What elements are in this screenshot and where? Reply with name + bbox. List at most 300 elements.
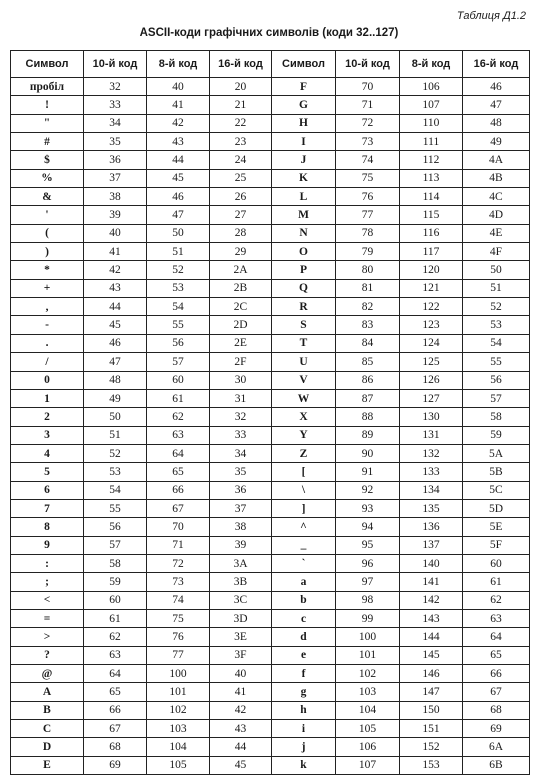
- cell-dec: 63: [84, 646, 147, 664]
- cell-symbol: ?: [11, 646, 84, 664]
- cell-dec: 34: [84, 114, 147, 132]
- cell-oct-2: 146: [400, 665, 463, 683]
- cell-oct-2: 143: [400, 609, 463, 627]
- cell-oct-2: 122: [400, 298, 463, 316]
- table-row: [11, 738, 530, 756]
- cell-dec: 65: [84, 683, 147, 701]
- cell-dec-2: 72: [336, 114, 400, 132]
- cell-hex-2: 5C: [463, 481, 530, 499]
- cell-symbol: 2: [11, 408, 84, 426]
- cell-hex: 2A: [210, 261, 272, 279]
- cell-dec: 33: [84, 96, 147, 114]
- cell-dec: 69: [84, 756, 147, 774]
- cell-dec: 62: [84, 628, 147, 646]
- table-row: [11, 353, 530, 371]
- cell-hex: 2C: [210, 298, 272, 316]
- cell-hex-2: 5A: [463, 444, 530, 462]
- cell-dec: 53: [84, 463, 147, 481]
- cell-symbol: 5: [11, 463, 84, 481]
- cell-oct: 47: [147, 206, 210, 224]
- cell-symbol-2: S: [272, 316, 336, 334]
- cell-hex-2: 50: [463, 261, 530, 279]
- cell-hex-2: 61: [463, 573, 530, 591]
- cell-symbol-2: a: [272, 573, 336, 591]
- cell-symbol-2: ]: [272, 499, 336, 517]
- cell-symbol: B: [11, 701, 84, 719]
- cell-oct: 46: [147, 188, 210, 206]
- table-row: [11, 114, 530, 132]
- cell-oct-2: 107: [400, 96, 463, 114]
- cell-oct: 52: [147, 261, 210, 279]
- cell-dec-2: 96: [336, 554, 400, 572]
- cell-hex: 3D: [210, 609, 272, 627]
- cell-dec-2: 88: [336, 408, 400, 426]
- cell-dec-2: 80: [336, 261, 400, 279]
- cell-dec-2: 84: [336, 334, 400, 352]
- table-row: [11, 151, 530, 169]
- cell-oct-2: 111: [400, 133, 463, 151]
- cell-symbol: $: [11, 151, 84, 169]
- cell-hex-2: 53: [463, 316, 530, 334]
- cell-hex: 2F: [210, 353, 272, 371]
- cell-oct-2: 126: [400, 371, 463, 389]
- cell-symbol-2: L: [272, 188, 336, 206]
- cell-dec: 37: [84, 169, 147, 187]
- cell-oct-2: 141: [400, 573, 463, 591]
- cell-dec-2: 82: [336, 298, 400, 316]
- cell-dec-2: 101: [336, 646, 400, 664]
- cell-symbol: 6: [11, 481, 84, 499]
- cell-hex: 44: [210, 738, 272, 756]
- cell-symbol: /: [11, 353, 84, 371]
- cell-oct: 61: [147, 389, 210, 407]
- cell-symbol-2: N: [272, 224, 336, 242]
- cell-hex: 27: [210, 206, 272, 224]
- cell-oct-2: 116: [400, 224, 463, 242]
- cell-symbol-2: i: [272, 720, 336, 738]
- cell-oct: 54: [147, 298, 210, 316]
- cell-hex-2: 4C: [463, 188, 530, 206]
- cell-oct-2: 134: [400, 481, 463, 499]
- cell-symbol: 8: [11, 518, 84, 536]
- cell-dec: 35: [84, 133, 147, 151]
- cell-symbol-2: P: [272, 261, 336, 279]
- cell-oct: 45: [147, 169, 210, 187]
- cell-symbol: +: [11, 279, 84, 297]
- cell-dec: 43: [84, 279, 147, 297]
- cell-oct: 66: [147, 481, 210, 499]
- cell-hex-2: 46: [463, 78, 530, 96]
- cell-hex-2: 4B: [463, 169, 530, 187]
- cell-dec: 66: [84, 701, 147, 719]
- cell-symbol: E: [11, 756, 84, 774]
- cell-symbol: .: [11, 334, 84, 352]
- header-hex-code: 16-й код: [210, 51, 272, 78]
- cell-symbol-2: T: [272, 334, 336, 352]
- cell-hex: 28: [210, 224, 272, 242]
- table-row: [11, 169, 530, 187]
- cell-hex: 3F: [210, 646, 272, 664]
- table-row: [11, 499, 530, 517]
- cell-hex: 45: [210, 756, 272, 774]
- cell-symbol: 1: [11, 389, 84, 407]
- cell-dec-2: 73: [336, 133, 400, 151]
- cell-dec: 48: [84, 371, 147, 389]
- cell-symbol: #: [11, 133, 84, 151]
- cell-symbol-2: _: [272, 536, 336, 554]
- cell-dec-2: 98: [336, 591, 400, 609]
- cell-hex: 36: [210, 481, 272, 499]
- cell-hex: 22: [210, 114, 272, 132]
- cell-dec-2: 93: [336, 499, 400, 517]
- cell-dec: 42: [84, 261, 147, 279]
- table-row: [11, 554, 530, 572]
- cell-dec: 56: [84, 518, 147, 536]
- cell-dec-2: 78: [336, 224, 400, 242]
- cell-oct: 55: [147, 316, 210, 334]
- table-row: [11, 316, 530, 334]
- cell-dec: 41: [84, 243, 147, 261]
- cell-hex-2: 54: [463, 334, 530, 352]
- table-row: [11, 243, 530, 261]
- cell-oct: 41: [147, 96, 210, 114]
- cell-oct: 71: [147, 536, 210, 554]
- cell-symbol: ": [11, 114, 84, 132]
- cell-dec: 55: [84, 499, 147, 517]
- cell-hex-2: 5B: [463, 463, 530, 481]
- cell-symbol: =: [11, 609, 84, 627]
- cell-oct: 72: [147, 554, 210, 572]
- cell-hex: 3C: [210, 591, 272, 609]
- cell-dec: 64: [84, 665, 147, 683]
- cell-hex-2: 55: [463, 353, 530, 371]
- table-row: [11, 683, 530, 701]
- cell-symbol: ;: [11, 573, 84, 591]
- cell-oct-2: 127: [400, 389, 463, 407]
- cell-symbol-2: Z: [272, 444, 336, 462]
- cell-symbol-2: U: [272, 353, 336, 371]
- cell-hex: 34: [210, 444, 272, 462]
- cell-oct-2: 151: [400, 720, 463, 738]
- cell-hex-2: 4A: [463, 151, 530, 169]
- cell-dec: 57: [84, 536, 147, 554]
- cell-symbol-2: O: [272, 243, 336, 261]
- table-row: [11, 78, 530, 96]
- table-row: [11, 573, 530, 591]
- cell-hex-2: 52: [463, 298, 530, 316]
- cell-hex: 42: [210, 701, 272, 719]
- cell-dec: 40: [84, 224, 147, 242]
- cell-hex: 3A: [210, 554, 272, 572]
- cell-hex: 20: [210, 78, 272, 96]
- cell-oct: 73: [147, 573, 210, 591]
- table-row: [11, 481, 530, 499]
- table-row: [11, 371, 530, 389]
- cell-oct-2: 131: [400, 426, 463, 444]
- cell-hex: 3B: [210, 573, 272, 591]
- cell-dec-2: 89: [336, 426, 400, 444]
- cell-dec: 61: [84, 609, 147, 627]
- cell-symbol: 0: [11, 371, 84, 389]
- table-row: [11, 463, 530, 481]
- table-row: [11, 298, 530, 316]
- table-row: [11, 224, 530, 242]
- cell-dec-2: 75: [336, 169, 400, 187]
- cell-symbol-2: j: [272, 738, 336, 756]
- cell-symbol-2: d: [272, 628, 336, 646]
- cell-symbol: <: [11, 591, 84, 609]
- cell-symbol-2: H: [272, 114, 336, 132]
- cell-oct: 50: [147, 224, 210, 242]
- cell-hex: 21: [210, 96, 272, 114]
- cell-symbol: 9: [11, 536, 84, 554]
- cell-hex-2: 59: [463, 426, 530, 444]
- table-body: [11, 78, 530, 775]
- cell-oct: 51: [147, 243, 210, 261]
- cell-hex: 2E: [210, 334, 272, 352]
- cell-oct: 65: [147, 463, 210, 481]
- table-row: [11, 536, 530, 554]
- cell-hex: 25: [210, 169, 272, 187]
- cell-symbol: 7: [11, 499, 84, 517]
- cell-hex: 29: [210, 243, 272, 261]
- cell-oct-2: 125: [400, 353, 463, 371]
- cell-oct: 40: [147, 78, 210, 96]
- cell-symbol-2: ^: [272, 518, 336, 536]
- cell-oct: 104: [147, 738, 210, 756]
- cell-dec-2: 91: [336, 463, 400, 481]
- table-row: [11, 518, 530, 536]
- cell-dec-2: 103: [336, 683, 400, 701]
- cell-hex: 30: [210, 371, 272, 389]
- cell-symbol: A: [11, 683, 84, 701]
- cell-dec-2: 90: [336, 444, 400, 462]
- cell-dec-2: 99: [336, 609, 400, 627]
- cell-oct: 53: [147, 279, 210, 297]
- cell-symbol: 4: [11, 444, 84, 462]
- cell-symbol: (: [11, 224, 84, 242]
- cell-dec-2: 74: [336, 151, 400, 169]
- cell-dec: 39: [84, 206, 147, 224]
- cell-symbol: -: [11, 316, 84, 334]
- cell-dec: 38: [84, 188, 147, 206]
- cell-hex: 40: [210, 665, 272, 683]
- cell-hex: 37: [210, 499, 272, 517]
- cell-oct-2: 140: [400, 554, 463, 572]
- cell-dec-2: 106: [336, 738, 400, 756]
- table-row: [11, 426, 530, 444]
- cell-symbol-2: \: [272, 481, 336, 499]
- cell-dec: 36: [84, 151, 147, 169]
- cell-oct-2: 113: [400, 169, 463, 187]
- header-symbol-2: Символ: [272, 51, 336, 78]
- cell-symbol: !: [11, 96, 84, 114]
- table-row: [11, 206, 530, 224]
- cell-symbol-2: e: [272, 646, 336, 664]
- cell-hex: 24: [210, 151, 272, 169]
- cell-hex-2: 57: [463, 389, 530, 407]
- cell-hex-2: 5E: [463, 518, 530, 536]
- header-symbol: Символ: [11, 51, 84, 78]
- cell-hex: 23: [210, 133, 272, 151]
- cell-oct: 74: [147, 591, 210, 609]
- cell-hex: 32: [210, 408, 272, 426]
- cell-dec: 58: [84, 554, 147, 572]
- cell-dec-2: 79: [336, 243, 400, 261]
- cell-oct: 100: [147, 665, 210, 683]
- cell-symbol-2: R: [272, 298, 336, 316]
- header-oct-code-2: 8-й код: [400, 51, 463, 78]
- cell-dec-2: 86: [336, 371, 400, 389]
- cell-dec-2: 105: [336, 720, 400, 738]
- cell-oct-2: 153: [400, 756, 463, 774]
- cell-hex-2: 6B: [463, 756, 530, 774]
- cell-hex-2: 67: [463, 683, 530, 701]
- cell-dec-2: 71: [336, 96, 400, 114]
- table-row: [11, 646, 530, 664]
- table-row: [11, 444, 530, 462]
- cell-symbol-2: b: [272, 591, 336, 609]
- header-hex-code-2: 16-й код: [463, 51, 530, 78]
- cell-oct-2: 117: [400, 243, 463, 261]
- cell-oct-2: 123: [400, 316, 463, 334]
- cell-hex-2: 58: [463, 408, 530, 426]
- cell-oct-2: 142: [400, 591, 463, 609]
- table-row: [11, 389, 530, 407]
- cell-symbol-2: f: [272, 665, 336, 683]
- cell-oct: 62: [147, 408, 210, 426]
- cell-symbol: *: [11, 261, 84, 279]
- cell-dec-2: 107: [336, 756, 400, 774]
- cell-dec-2: 83: [336, 316, 400, 334]
- cell-dec: 68: [84, 738, 147, 756]
- cell-oct-2: 115: [400, 206, 463, 224]
- cell-hex-2: 63: [463, 609, 530, 627]
- table-row: [11, 609, 530, 627]
- cell-dec-2: 100: [336, 628, 400, 646]
- table-row: [11, 334, 530, 352]
- cell-dec: 54: [84, 481, 147, 499]
- cell-symbol-2: F: [272, 78, 336, 96]
- table-row: [11, 188, 530, 206]
- cell-symbol: :: [11, 554, 84, 572]
- cell-hex: 43: [210, 720, 272, 738]
- cell-oct-2: 130: [400, 408, 463, 426]
- cell-oct: 60: [147, 371, 210, 389]
- table-row: [11, 756, 530, 774]
- cell-hex: 38: [210, 518, 272, 536]
- cell-symbol: ': [11, 206, 84, 224]
- cell-symbol-2: W: [272, 389, 336, 407]
- table-row: [11, 720, 530, 738]
- cell-oct-2: 135: [400, 499, 463, 517]
- cell-dec-2: 87: [336, 389, 400, 407]
- cell-hex: 3E: [210, 628, 272, 646]
- cell-hex-2: 4E: [463, 224, 530, 242]
- table-row: [11, 133, 530, 151]
- cell-hex-2: 49: [463, 133, 530, 151]
- cell-oct: 75: [147, 609, 210, 627]
- cell-symbol-2: M: [272, 206, 336, 224]
- cell-oct: 44: [147, 151, 210, 169]
- cell-oct-2: 144: [400, 628, 463, 646]
- cell-oct-2: 145: [400, 646, 463, 664]
- cell-oct: 76: [147, 628, 210, 646]
- cell-symbol-2: Y: [272, 426, 336, 444]
- cell-dec-2: 85: [336, 353, 400, 371]
- cell-dec: 51: [84, 426, 147, 444]
- table-row: [11, 261, 530, 279]
- cell-hex-2: 56: [463, 371, 530, 389]
- cell-oct: 105: [147, 756, 210, 774]
- cell-oct: 70: [147, 518, 210, 536]
- cell-symbol: &: [11, 188, 84, 206]
- cell-dec-2: 94: [336, 518, 400, 536]
- cell-oct: 64: [147, 444, 210, 462]
- header-oct-code: 8-й код: [147, 51, 210, 78]
- cell-dec: 52: [84, 444, 147, 462]
- cell-symbol: @: [11, 665, 84, 683]
- cell-oct-2: 110: [400, 114, 463, 132]
- cell-hex-2: 65: [463, 646, 530, 664]
- cell-oct: 67: [147, 499, 210, 517]
- cell-dec: 67: [84, 720, 147, 738]
- cell-hex: 2B: [210, 279, 272, 297]
- table-row: [11, 591, 530, 609]
- cell-hex: 33: [210, 426, 272, 444]
- cell-hex-2: 47: [463, 96, 530, 114]
- cell-dec: 60: [84, 591, 147, 609]
- cell-hex-2: 51: [463, 279, 530, 297]
- cell-symbol: D: [11, 738, 84, 756]
- cell-oct-2: 114: [400, 188, 463, 206]
- cell-hex: 35: [210, 463, 272, 481]
- table-row: [11, 96, 530, 114]
- cell-symbol: ,: [11, 298, 84, 316]
- cell-hex: 31: [210, 389, 272, 407]
- cell-dec-2: 95: [336, 536, 400, 554]
- table-title: ASCII-коди графічних символів (коди 32..127): [139, 27, 399, 39]
- cell-oct: 42: [147, 114, 210, 132]
- cell-hex-2: 5D: [463, 499, 530, 517]
- table-row: [11, 701, 530, 719]
- cell-symbol: >: [11, 628, 84, 646]
- cell-hex: 2D: [210, 316, 272, 334]
- cell-symbol-2: `: [272, 554, 336, 572]
- table-row: [11, 665, 530, 683]
- cell-hex: 26: [210, 188, 272, 206]
- cell-dec: 32: [84, 78, 147, 96]
- cell-symbol: 3: [11, 426, 84, 444]
- cell-hex-2: 60: [463, 554, 530, 572]
- cell-oct: 101: [147, 683, 210, 701]
- cell-symbol-2: I: [272, 133, 336, 151]
- cell-dec: 50: [84, 408, 147, 426]
- cell-hex-2: 4F: [463, 243, 530, 261]
- cell-oct: 103: [147, 720, 210, 738]
- cell-oct-2: 132: [400, 444, 463, 462]
- cell-oct-2: 137: [400, 536, 463, 554]
- cell-symbol-2: V: [272, 371, 336, 389]
- cell-dec-2: 81: [336, 279, 400, 297]
- cell-symbol: пробіл: [11, 78, 84, 96]
- cell-symbol-2: [: [272, 463, 336, 481]
- cell-oct-2: 147: [400, 683, 463, 701]
- cell-oct-2: 150: [400, 701, 463, 719]
- cell-dec: 45: [84, 316, 147, 334]
- cell-hex-2: 69: [463, 720, 530, 738]
- cell-hex-2: 48: [463, 114, 530, 132]
